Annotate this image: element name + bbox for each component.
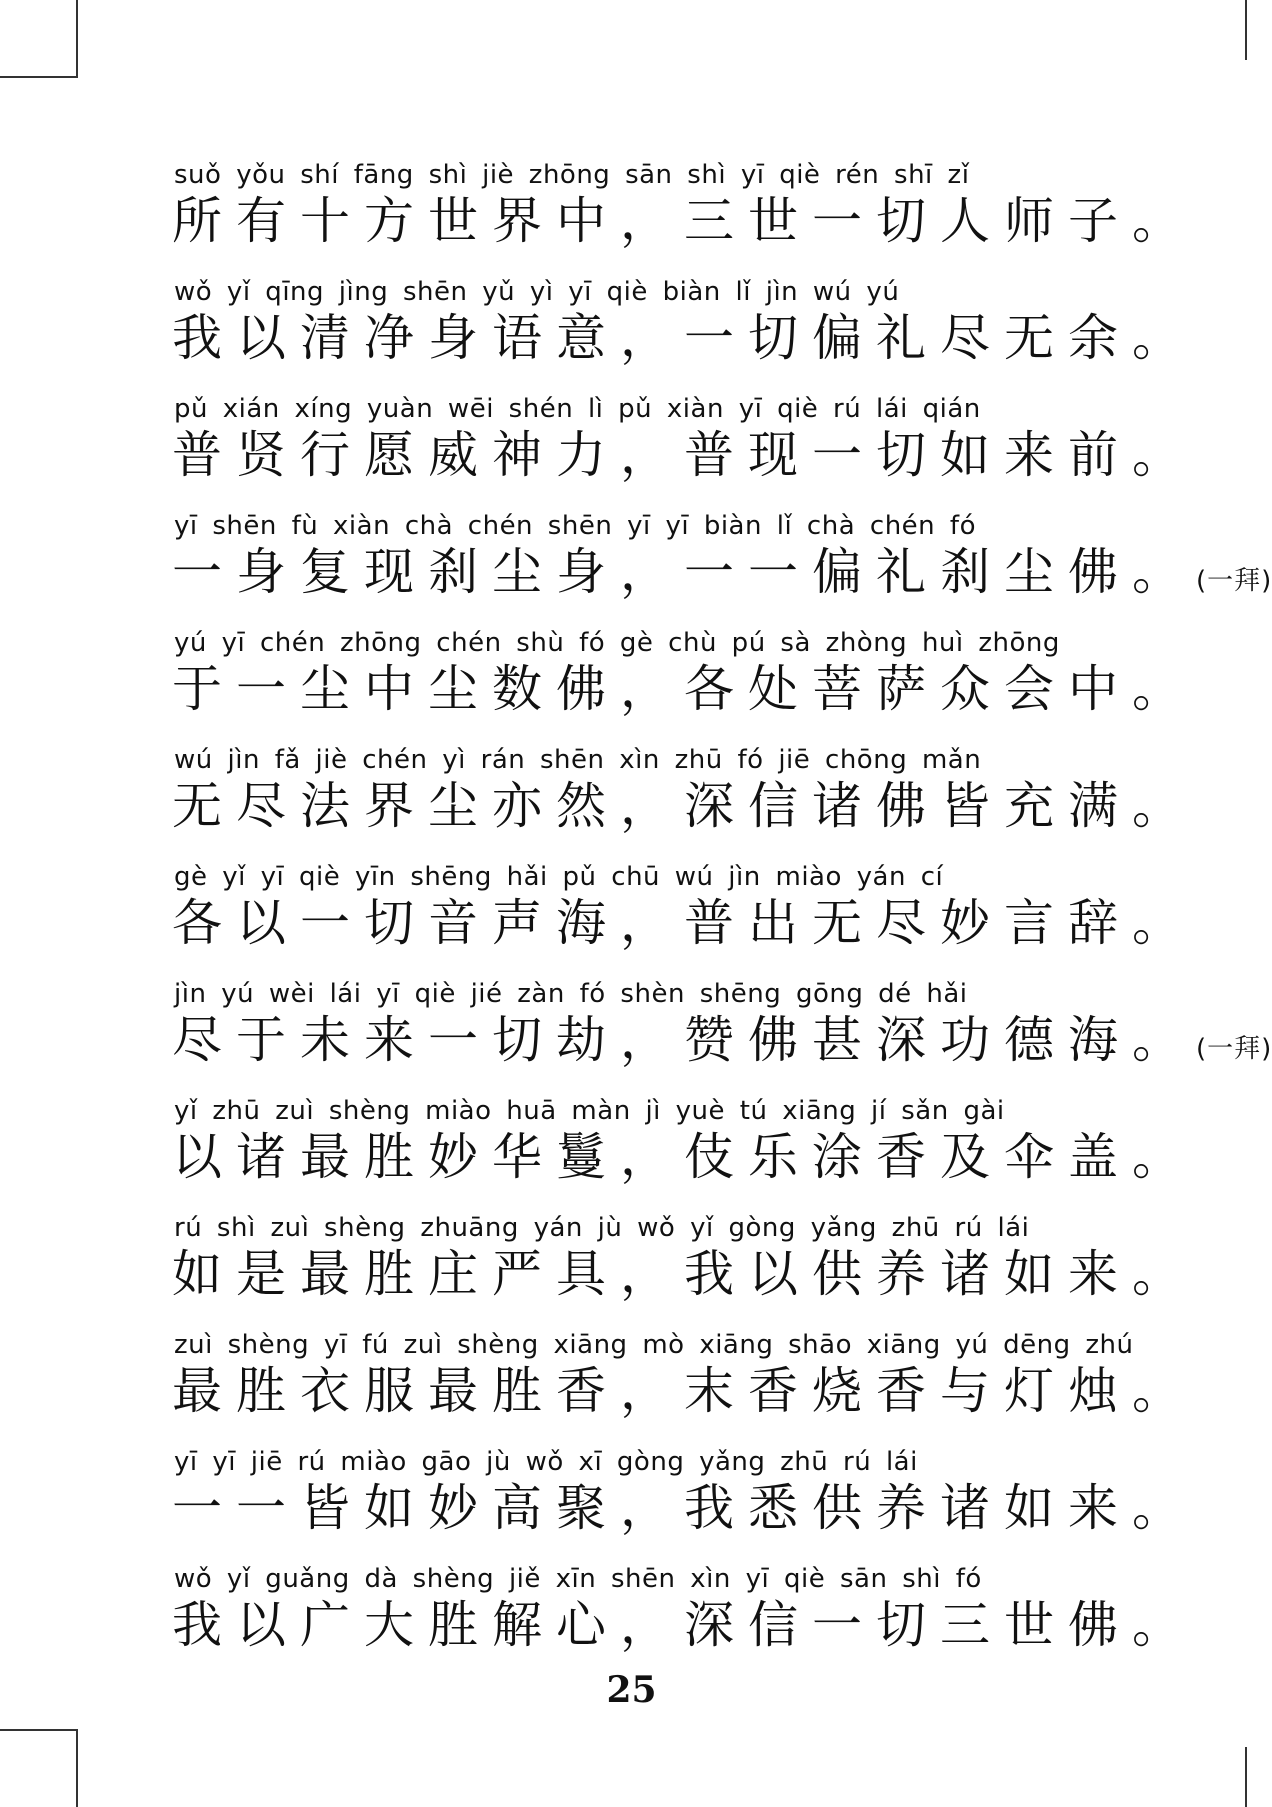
pinyin-line: jìn yú wèi lái yī qiè jié zàn fó shèn shēng gōng dé hǎi bbox=[174, 979, 968, 1009]
hanzi-text: 无尽法界尘亦然，深信诸佛皆充满。 bbox=[172, 777, 1196, 835]
verse-line bbox=[172, 1447, 1196, 1564]
hanzi-line bbox=[172, 1126, 1196, 1188]
pinyin-line: wǒ yǐ guǎng dà shèng jiě xīn shēn xìn yī qiè sān shì fó bbox=[174, 1564, 982, 1594]
hanzi-text: 以诸最胜妙华鬘，伎乐涂香及伞盖。 bbox=[172, 1128, 1196, 1186]
verse-line bbox=[172, 394, 1196, 511]
hanzi-line bbox=[172, 892, 1196, 954]
hanzi-text: 于一尘中尘数佛，各处菩萨众会中。 bbox=[172, 660, 1196, 718]
pinyin-line: suǒ yǒu shí fāng shì jiè zhōng sān shì yī qiè rén shī zǐ bbox=[174, 160, 970, 190]
hanzi-text: 最胜衣服最胜香，末香烧香与灯烛。 bbox=[172, 1362, 1196, 1420]
hanzi-line bbox=[172, 190, 1196, 252]
crop-mark-top-right-vertical bbox=[1245, 0, 1247, 60]
verse-line bbox=[172, 160, 1196, 277]
hanzi-line bbox=[172, 1360, 1196, 1422]
verse-line bbox=[172, 511, 1272, 628]
pinyin-line: rú shì zuì shèng zhuāng yán jù wǒ yǐ gòng yǎng zhū rú lái bbox=[174, 1213, 1030, 1243]
pinyin-line: yī shēn fù xiàn chà chén shēn yī yī biàn lǐ chà chén fó bbox=[174, 511, 976, 541]
hanzi-line bbox=[172, 307, 1196, 369]
hanzi-line bbox=[172, 1477, 1196, 1539]
crop-mark-top-left-horizontal bbox=[0, 76, 78, 78]
hanzi-line bbox=[172, 541, 1272, 603]
verse-list bbox=[172, 160, 1272, 1681]
hanzi-line bbox=[172, 775, 1196, 837]
pinyin-line: gè yǐ yī qiè yīn shēng hǎi pǔ chū wú jìn miào yán cí bbox=[174, 862, 944, 892]
hanzi-text: 如是最胜庄严具，我以供养诸如来。 bbox=[172, 1245, 1196, 1303]
pinyin-line: pǔ xián xíng yuàn wēi shén lì pǔ xiàn yī qiè rú lái qián bbox=[174, 394, 981, 424]
crop-mark-bottom-left-horizontal bbox=[0, 1729, 78, 1731]
hanzi-text: 一一皆如妙高聚，我悉供养诸如来。 bbox=[172, 1479, 1196, 1537]
hanzi-text: 我以广大胜解心，深信一切三世佛。 bbox=[172, 1596, 1196, 1654]
pinyin-line: yī yī jiē rú miào gāo jù wǒ xī gòng yǎng zhū rú lái bbox=[174, 1447, 918, 1477]
verse-line bbox=[172, 1213, 1196, 1330]
verse-line bbox=[172, 1564, 1196, 1681]
pinyin-line: yǐ zhū zuì shèng miào huā màn jì yuè tú xiāng jí sǎn gài bbox=[174, 1096, 1005, 1126]
hanzi-line bbox=[172, 1594, 1196, 1656]
crop-mark-top-left-vertical bbox=[76, 0, 78, 78]
pinyin-line: wú jìn fǎ jiè chén yì rán shēn xìn zhū fó jiē chōng mǎn bbox=[174, 745, 982, 775]
crop-mark-bottom-left-vertical bbox=[76, 1729, 78, 1807]
verse-line bbox=[172, 979, 1272, 1096]
pinyin-line: yú yī chén zhōng chén shù fó gè chù pú sà zhòng huì zhōng bbox=[174, 628, 1060, 658]
pinyin-line: wǒ yǐ qīng jìng shēn yǔ yì yī qiè biàn lǐ jìn wú yú bbox=[174, 277, 900, 307]
verse-line bbox=[172, 862, 1196, 979]
hanzi-line bbox=[172, 1243, 1196, 1305]
pinyin-line: zuì shèng yī fú zuì shèng xiāng mò xiāng shāo xiāng yú dēng zhú bbox=[174, 1330, 1134, 1360]
hanzi-text: 一身复现刹尘身，一一偏礼刹尘佛。 bbox=[172, 543, 1196, 601]
hanzi-line bbox=[172, 1009, 1272, 1071]
bow-note: (一拜) bbox=[1196, 1034, 1272, 1064]
verse-line bbox=[172, 1096, 1196, 1213]
hanzi-text: 各以一切音声海，普出无尽妙言辞。 bbox=[172, 894, 1196, 952]
hanzi-text: 尽于未来一切劫，赞佛甚深功德海。 bbox=[172, 1011, 1196, 1069]
verse-line bbox=[172, 628, 1196, 745]
page-number: 25 bbox=[606, 1669, 657, 1711]
hanzi-text: 所有十方世界中，三世一切人师子。 bbox=[172, 192, 1196, 250]
hanzi-text: 普贤行愿威神力，普现一切如来前。 bbox=[172, 426, 1196, 484]
crop-mark-bottom-right-vertical bbox=[1245, 1747, 1247, 1807]
hanzi-line bbox=[172, 658, 1196, 720]
hanzi-text: 我以清净身语意，一切偏礼尽无余。 bbox=[172, 309, 1196, 367]
bow-note: (一拜) bbox=[1196, 566, 1272, 596]
verse-line bbox=[172, 1330, 1196, 1447]
verse-line bbox=[172, 277, 1196, 394]
verse-line bbox=[172, 745, 1196, 862]
hanzi-line bbox=[172, 424, 1196, 486]
